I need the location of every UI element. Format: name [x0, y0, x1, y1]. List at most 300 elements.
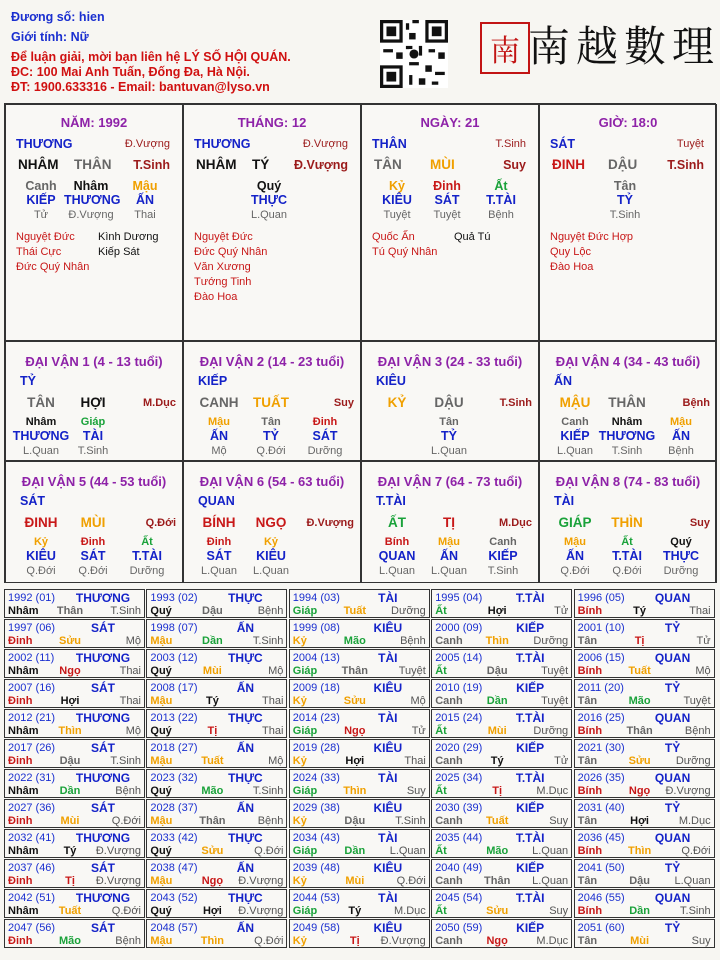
annual-stem: Ất — [435, 785, 447, 797]
annual-branch: Thìn — [627, 845, 652, 857]
annual-god: THƯƠNG — [75, 771, 131, 785]
annual-year: 2018 (27) — [150, 742, 198, 754]
annual-stem: Kỷ — [292, 875, 307, 887]
annual-god: TÀI — [378, 831, 398, 845]
annual-phase: T.Sinh — [680, 905, 711, 917]
star-label: Nguyệt Đức Hợp — [550, 231, 634, 243]
annual-cell — [4, 589, 145, 618]
branch-phase: Đ.Vượng — [293, 158, 348, 172]
annual-cell — [574, 829, 715, 858]
hidden-god: T.TÀI — [612, 549, 642, 563]
annual-branch: Tị — [207, 725, 218, 737]
annual-god: QUAN — [654, 711, 691, 725]
branch-phase: T.Sinh — [499, 397, 532, 409]
annual-god: KIẾP — [516, 861, 545, 875]
annual-year: 2004 (13) — [292, 652, 340, 664]
annual-branch: Thìn — [200, 935, 224, 947]
annual-stem: Canh — [435, 875, 463, 887]
annual-phase: Q.Đới — [396, 875, 426, 887]
annual-year: 2009 (18) — [292, 682, 340, 694]
annual-phase: T.Sinh — [395, 815, 426, 827]
hidden-stem: Mậu — [670, 416, 692, 428]
annual-phase: Thai — [119, 665, 141, 677]
annual-phase: Mộ — [125, 725, 141, 737]
annual-phase: Đ.Vượng — [95, 845, 141, 857]
earthly-branch: MÙI — [80, 515, 106, 530]
annual-year: 1996 (05) — [577, 592, 625, 604]
annual-phase: Thai — [404, 755, 426, 767]
annual-phase: Đ.Vượng — [238, 875, 284, 887]
annual-branch: Hợi — [60, 695, 80, 707]
star-label: Quốc Ấn — [372, 231, 415, 243]
pillar-god-phase: Đ.Vượng — [302, 138, 348, 150]
annual-god: T.TÀI — [515, 591, 545, 605]
annual-year: 2043 (52) — [150, 892, 198, 904]
annual-branch: Ngọ — [486, 935, 508, 947]
annual-luck-grid — [4, 589, 716, 955]
annual-branch: Mão — [201, 785, 224, 797]
luck-cycle-cell — [183, 461, 361, 583]
annual-year: 2020 (29) — [435, 742, 483, 754]
annual-phase: L.Quan — [532, 875, 569, 887]
annual-god: KIÊU — [373, 921, 403, 935]
hidden-god: THƯƠNG — [12, 429, 70, 443]
annual-year: 1992 (01) — [8, 592, 56, 604]
annual-phase: L.Quan — [389, 845, 426, 857]
annual-phase: Tử — [411, 725, 426, 737]
annual-phase: Mộ — [268, 755, 284, 767]
annual-cell — [431, 799, 572, 828]
branch-phase: T.Sinh — [667, 158, 704, 172]
hidden-god: KIẾP — [560, 429, 590, 443]
hidden-god: KIÊU — [382, 193, 412, 207]
annual-year: 2014 (23) — [292, 712, 340, 724]
pillar-god-phase: Đ.Vượng — [124, 138, 170, 150]
annual-branch: Ngọ — [201, 875, 224, 887]
annual-cell — [146, 709, 287, 738]
annual-stem: Canh — [435, 635, 463, 647]
annual-god: KIÊU — [373, 801, 403, 815]
contact-line: Để luận giải, mời bạn liên hệ LÝ SỐ HỘI QUÁN. — [11, 50, 291, 64]
annual-phase: Mộ — [268, 665, 284, 677]
annual-year: 2006 (15) — [577, 652, 625, 664]
hidden-phase: T.Sinh — [487, 565, 519, 577]
annual-god: TỶ — [664, 741, 681, 755]
annual-god: KIẾP — [516, 921, 545, 935]
annual-stem: Kỷ — [292, 935, 307, 947]
annual-god: QUAN — [654, 771, 691, 785]
hidden-god: THỰC — [250, 193, 288, 207]
annual-stem: Ất — [435, 845, 447, 857]
hidden-phase: L.Quan — [556, 445, 594, 457]
annual-year: 2001 (10) — [577, 622, 625, 634]
annual-god: THỰC — [228, 831, 263, 845]
annual-year: 1998 (07) — [150, 622, 198, 634]
branch-phase: M.Dục — [499, 517, 532, 529]
annual-stem: Mậu — [150, 935, 173, 947]
annual-god: ẤN — [236, 681, 255, 695]
annual-branch: Tuất — [485, 815, 509, 827]
annual-branch: Tuất — [343, 605, 366, 617]
star-label: Đức Quý Nhân — [16, 261, 90, 273]
annual-stem: Bính — [577, 785, 603, 797]
annual-cell — [431, 679, 572, 708]
annual-stem: Tân — [577, 935, 598, 947]
annual-phase: Bệnh — [684, 725, 711, 737]
annual-god: KIÊU — [373, 621, 403, 635]
seal-logo: 南 — [480, 22, 530, 74]
annual-cell — [574, 619, 715, 648]
star-label: Đào Hoa — [194, 291, 238, 303]
hidden-stem: Ất — [621, 536, 633, 548]
annual-phase: Đ.Vượng — [238, 905, 284, 917]
hidden-stem: Nhâm — [25, 416, 57, 428]
annual-phase: Thai — [119, 695, 141, 707]
annual-cell — [574, 859, 715, 888]
hidden-stem: Tân — [613, 179, 637, 193]
annual-branch: Tị — [65, 875, 75, 887]
annual-branch: Dậu — [202, 605, 223, 617]
annual-stem: Bính — [577, 725, 603, 737]
hidden-phase: Q.Đới — [256, 445, 286, 457]
annual-stem: Quý — [150, 845, 172, 857]
hidden-stem: Canh — [25, 179, 57, 193]
annual-phase: Suy — [691, 935, 711, 947]
annual-branch: Mão — [628, 695, 651, 707]
earthly-branch: THÂN — [608, 395, 646, 410]
annual-year: 2005 (14) — [435, 652, 483, 664]
luck-cycle-god: SÁT — [20, 494, 45, 508]
annual-stem: Đinh — [8, 815, 33, 827]
annual-phase: T.Sinh — [110, 605, 141, 617]
hidden-phase: T.Sinh — [77, 445, 109, 457]
hidden-god: SÁT — [80, 549, 106, 563]
annual-year: 2030 (39) — [435, 802, 483, 814]
hidden-god: KIẾP — [26, 193, 56, 207]
annual-year: 2037 (46) — [8, 862, 56, 874]
annual-stem: Quý — [150, 725, 172, 737]
annual-stem: Kỷ — [292, 755, 307, 767]
branch-phase: M.Dục — [143, 397, 176, 409]
luck-cycle-title: ĐẠI VẬN 5 (44 - 53 tuổi) — [21, 474, 167, 489]
annual-phase: Mộ — [410, 695, 426, 707]
annual-year: 2007 (16) — [8, 682, 56, 694]
hidden-phase: Tử — [33, 209, 49, 221]
luck-cycle-god: KIÊU — [376, 374, 406, 388]
annual-god: SÁT — [91, 741, 115, 755]
hidden-phase: Q.Đới — [612, 565, 642, 577]
annual-god: KIÊU — [373, 681, 403, 695]
annual-god: THƯƠNG — [75, 891, 131, 905]
hidden-god: ẤN — [135, 193, 155, 207]
heavenly-stem: TÂN — [374, 157, 402, 172]
hidden-god: SÁT — [206, 549, 232, 563]
hidden-stem: Giáp — [80, 416, 106, 428]
heavenly-stem: NHÂM — [196, 157, 237, 172]
annual-stem: Quý — [150, 665, 172, 677]
annual-year: 2003 (12) — [150, 652, 198, 664]
annual-stem: Tân — [577, 755, 598, 767]
brand-logo: 南越數理 — [528, 22, 720, 71]
star-label: Đức Quý Nhân — [194, 246, 268, 258]
annual-branch: Mùi — [60, 815, 80, 827]
luck-cycle-god: KIẾP — [198, 374, 228, 388]
earthly-branch: DẬU — [608, 157, 638, 172]
annual-cell — [4, 619, 145, 648]
luck-cycle-title: ĐẠI VẬN 6 (54 - 63 tuổi) — [199, 474, 345, 489]
hidden-stem: Kỷ — [33, 536, 49, 548]
hidden-god: TỶ — [263, 429, 279, 443]
hidden-god: THƯƠNG — [64, 193, 121, 207]
luck-cycle-cell — [5, 341, 183, 461]
hidden-god: SÁT — [434, 193, 460, 207]
annual-phase: Tuyệt — [398, 665, 426, 677]
annual-god: TÀI — [378, 891, 398, 905]
annual-branch: Tý — [633, 605, 647, 617]
annual-god: THƯƠNG — [75, 711, 131, 725]
hidden-phase: L.Quan — [200, 565, 238, 577]
annual-year: 1994 (03) — [292, 592, 340, 604]
annual-phase: Q.Đới — [681, 845, 711, 857]
hidden-stem: Canh — [561, 416, 589, 428]
hidden-stem: Quý — [256, 179, 282, 193]
annual-year: 2048 (57) — [150, 922, 198, 934]
annual-stem: Tân — [577, 815, 598, 827]
annual-cell — [146, 679, 287, 708]
annual-god: SÁT — [91, 681, 115, 695]
annual-branch: Tị — [349, 935, 360, 947]
annual-stem: Mậu — [150, 755, 173, 767]
annual-stem: Đinh — [8, 635, 33, 647]
hidden-god: KIÊU — [256, 549, 286, 563]
annual-stem: Kỷ — [292, 635, 307, 647]
annual-cell — [146, 859, 287, 888]
annual-god: QUAN — [654, 891, 691, 905]
hidden-phase: Dưỡng — [129, 565, 165, 577]
annual-branch: Thân — [341, 665, 368, 677]
annual-god: THƯƠNG — [75, 591, 131, 605]
annual-cell — [574, 889, 715, 918]
star-label: Văn Xương — [194, 261, 251, 273]
annual-stem: Tân — [577, 635, 598, 647]
annual-phase: Suy — [549, 905, 569, 917]
annual-god: ẤN — [236, 861, 255, 875]
annual-stem: Đinh — [8, 755, 33, 767]
annual-branch: Hợi — [630, 815, 649, 827]
annual-god: KIẾP — [516, 621, 545, 635]
annual-stem: Ất — [435, 725, 447, 737]
annual-year: 2012 (21) — [8, 712, 56, 724]
annual-god: THỰC — [228, 771, 263, 785]
annual-phase: T.Sinh — [110, 755, 141, 767]
annual-god: ẤN — [236, 741, 255, 755]
annual-branch: Dần — [202, 635, 223, 647]
annual-branch: Dậu — [486, 665, 508, 677]
annual-year: 2039 (48) — [292, 862, 340, 874]
branch-phase: Suy — [333, 397, 354, 409]
annual-cell — [574, 769, 715, 798]
hidden-phase: Đ.Vượng — [68, 209, 114, 221]
annual-phase: Tử — [554, 605, 569, 617]
annual-stem: Tân — [577, 695, 598, 707]
annual-branch: Tý — [490, 755, 504, 767]
pillar-title: GIỜ: 18:0 — [598, 115, 658, 130]
annual-cell — [431, 919, 572, 948]
annual-year: 2035 (44) — [435, 832, 483, 844]
annual-stem: Kỷ — [292, 695, 307, 707]
hidden-phase: L.Quan — [250, 209, 288, 221]
hidden-god: T.TÀI — [486, 193, 516, 207]
hidden-stem: Tân — [439, 416, 459, 428]
annual-god: ẤN — [236, 621, 255, 635]
annual-god: THƯƠNG — [75, 831, 131, 845]
annual-cell — [146, 739, 287, 768]
annual-god: QUAN — [654, 831, 691, 845]
annual-year: 2015 (24) — [435, 712, 483, 724]
star-label: Quả Tú — [454, 231, 491, 243]
hidden-phase: Mộ — [211, 445, 227, 457]
annual-cell — [4, 709, 145, 738]
annual-phase: Thai — [261, 695, 284, 707]
luck-cycle-cell — [361, 341, 539, 461]
annual-god: KIÊU — [373, 861, 403, 875]
branch-phase: Bệnh — [682, 397, 710, 409]
annual-year: 2038 (47) — [150, 862, 198, 874]
qr-code-icon — [380, 20, 448, 88]
luck-cycle-cell — [539, 341, 717, 461]
luck-cycle-cell — [183, 341, 361, 461]
annual-branch: Thìn — [58, 725, 82, 737]
annual-god: THỰC — [228, 591, 263, 605]
annual-branch: Sửu — [58, 635, 82, 647]
heavenly-stem: ĐINH — [24, 515, 58, 530]
annual-stem: Đinh — [8, 875, 33, 887]
annual-branch: Sửu — [486, 905, 509, 917]
earthly-branch: MÙI — [430, 157, 455, 172]
annual-cell — [146, 619, 287, 648]
annual-branch: Mùi — [202, 665, 222, 677]
luck-cycle-title: ĐẠI VẬN 8 (74 - 83 tuổi) — [555, 474, 701, 489]
chart-grid — [4, 103, 716, 583]
annual-branch: Hợi — [345, 755, 365, 767]
annual-cell — [574, 649, 715, 678]
annual-year: 2025 (34) — [435, 772, 483, 784]
annual-phase: Đ.Vượng — [95, 875, 141, 887]
earthly-branch: NGỌ — [255, 515, 287, 530]
annual-stem: Ất — [435, 905, 447, 917]
annual-god: TÀI — [378, 591, 398, 605]
annual-year: 2017 (26) — [8, 742, 56, 754]
luck-cycle-title: ĐẠI VẬN 1 (4 - 13 tuổi) — [25, 354, 163, 369]
annual-year: 2044 (53) — [292, 892, 340, 904]
annual-cell — [4, 889, 145, 918]
annual-cell — [431, 889, 572, 918]
hidden-phase: L.Quan — [378, 565, 416, 577]
earthly-branch: TỊ — [443, 515, 455, 530]
annual-stem: Nhâm — [8, 905, 39, 917]
hidden-stem: Ất — [494, 179, 508, 193]
annual-year: 2050 (59) — [435, 922, 483, 934]
annual-stem: Mậu — [150, 695, 173, 707]
annual-cell — [146, 769, 287, 798]
annual-god: SÁT — [91, 801, 115, 815]
annual-cell — [574, 589, 715, 618]
heavenly-stem: KỶ — [387, 395, 407, 410]
pillar-cell — [361, 104, 539, 341]
annual-branch: Mão — [59, 935, 81, 947]
annual-god: T.TÀI — [515, 891, 545, 905]
hidden-phase: Bệnh — [668, 445, 694, 457]
annual-year: 2045 (54) — [435, 892, 483, 904]
annual-stem: Kỷ — [292, 815, 307, 827]
annual-year: 2024 (33) — [292, 772, 340, 784]
annual-god: ẤN — [236, 801, 255, 815]
annual-god: SÁT — [91, 621, 115, 635]
annual-god: SÁT — [91, 921, 115, 935]
annual-branch: Thân — [484, 875, 511, 887]
annual-god: TÀI — [378, 771, 398, 785]
pillar-god-phase: Tuyệt — [676, 138, 704, 150]
annual-year: 2019 (28) — [292, 742, 340, 754]
annual-stem: Quý — [150, 905, 172, 917]
hidden-stem: Bính — [384, 536, 410, 548]
annual-cell — [431, 619, 572, 648]
annual-cell — [574, 679, 715, 708]
annual-cell — [431, 649, 572, 678]
annual-cell — [574, 799, 715, 828]
luck-cycle-god: TÀI — [554, 494, 575, 508]
annual-cell — [289, 829, 430, 858]
heavenly-stem: CANH — [199, 395, 239, 410]
hidden-phase: Tuyệt — [383, 209, 411, 221]
annual-year: 2047 (56) — [8, 922, 56, 934]
annual-cell — [4, 799, 145, 828]
pillar-god: THƯƠNG — [194, 137, 251, 151]
annual-stem: Ất — [435, 665, 447, 677]
annual-stem: Giáp — [292, 845, 318, 857]
annual-phase: Q.Đới — [111, 905, 141, 917]
annual-stem: Giáp — [292, 665, 318, 677]
hidden-phase: Q.Đới — [560, 565, 590, 577]
annual-cell — [574, 919, 715, 948]
annual-stem: Giáp — [292, 785, 318, 797]
annual-god: THƯƠNG — [75, 651, 131, 665]
annual-year: 2032 (41) — [8, 832, 56, 844]
annual-year: 2042 (51) — [8, 892, 56, 904]
annual-phase: Suy — [406, 785, 426, 797]
annual-cell — [4, 679, 145, 708]
annual-cell — [289, 919, 430, 948]
annual-cell — [146, 919, 287, 948]
annual-cell — [289, 799, 430, 828]
annual-phase: Thai — [689, 605, 711, 617]
hidden-stem: Đinh — [206, 536, 232, 548]
branch-phase: T.Sinh — [133, 158, 170, 172]
hidden-god: ẤN — [671, 429, 691, 443]
star-label: Quy Lộc — [550, 246, 591, 258]
luck-cycle-cell — [361, 461, 539, 583]
annual-branch: Ngọ — [59, 665, 81, 677]
annual-cell — [289, 709, 430, 738]
annual-branch: Thân — [626, 725, 653, 737]
annual-cell — [4, 919, 145, 948]
star-label: Thái Cực — [16, 246, 62, 258]
pillar-title: NGÀY: 21 — [420, 115, 480, 130]
annual-stem: Đinh — [8, 935, 33, 947]
annual-phase: Suy — [549, 815, 569, 827]
pillar-cell — [183, 104, 361, 341]
luck-cycle-god: ẤN — [554, 374, 573, 388]
